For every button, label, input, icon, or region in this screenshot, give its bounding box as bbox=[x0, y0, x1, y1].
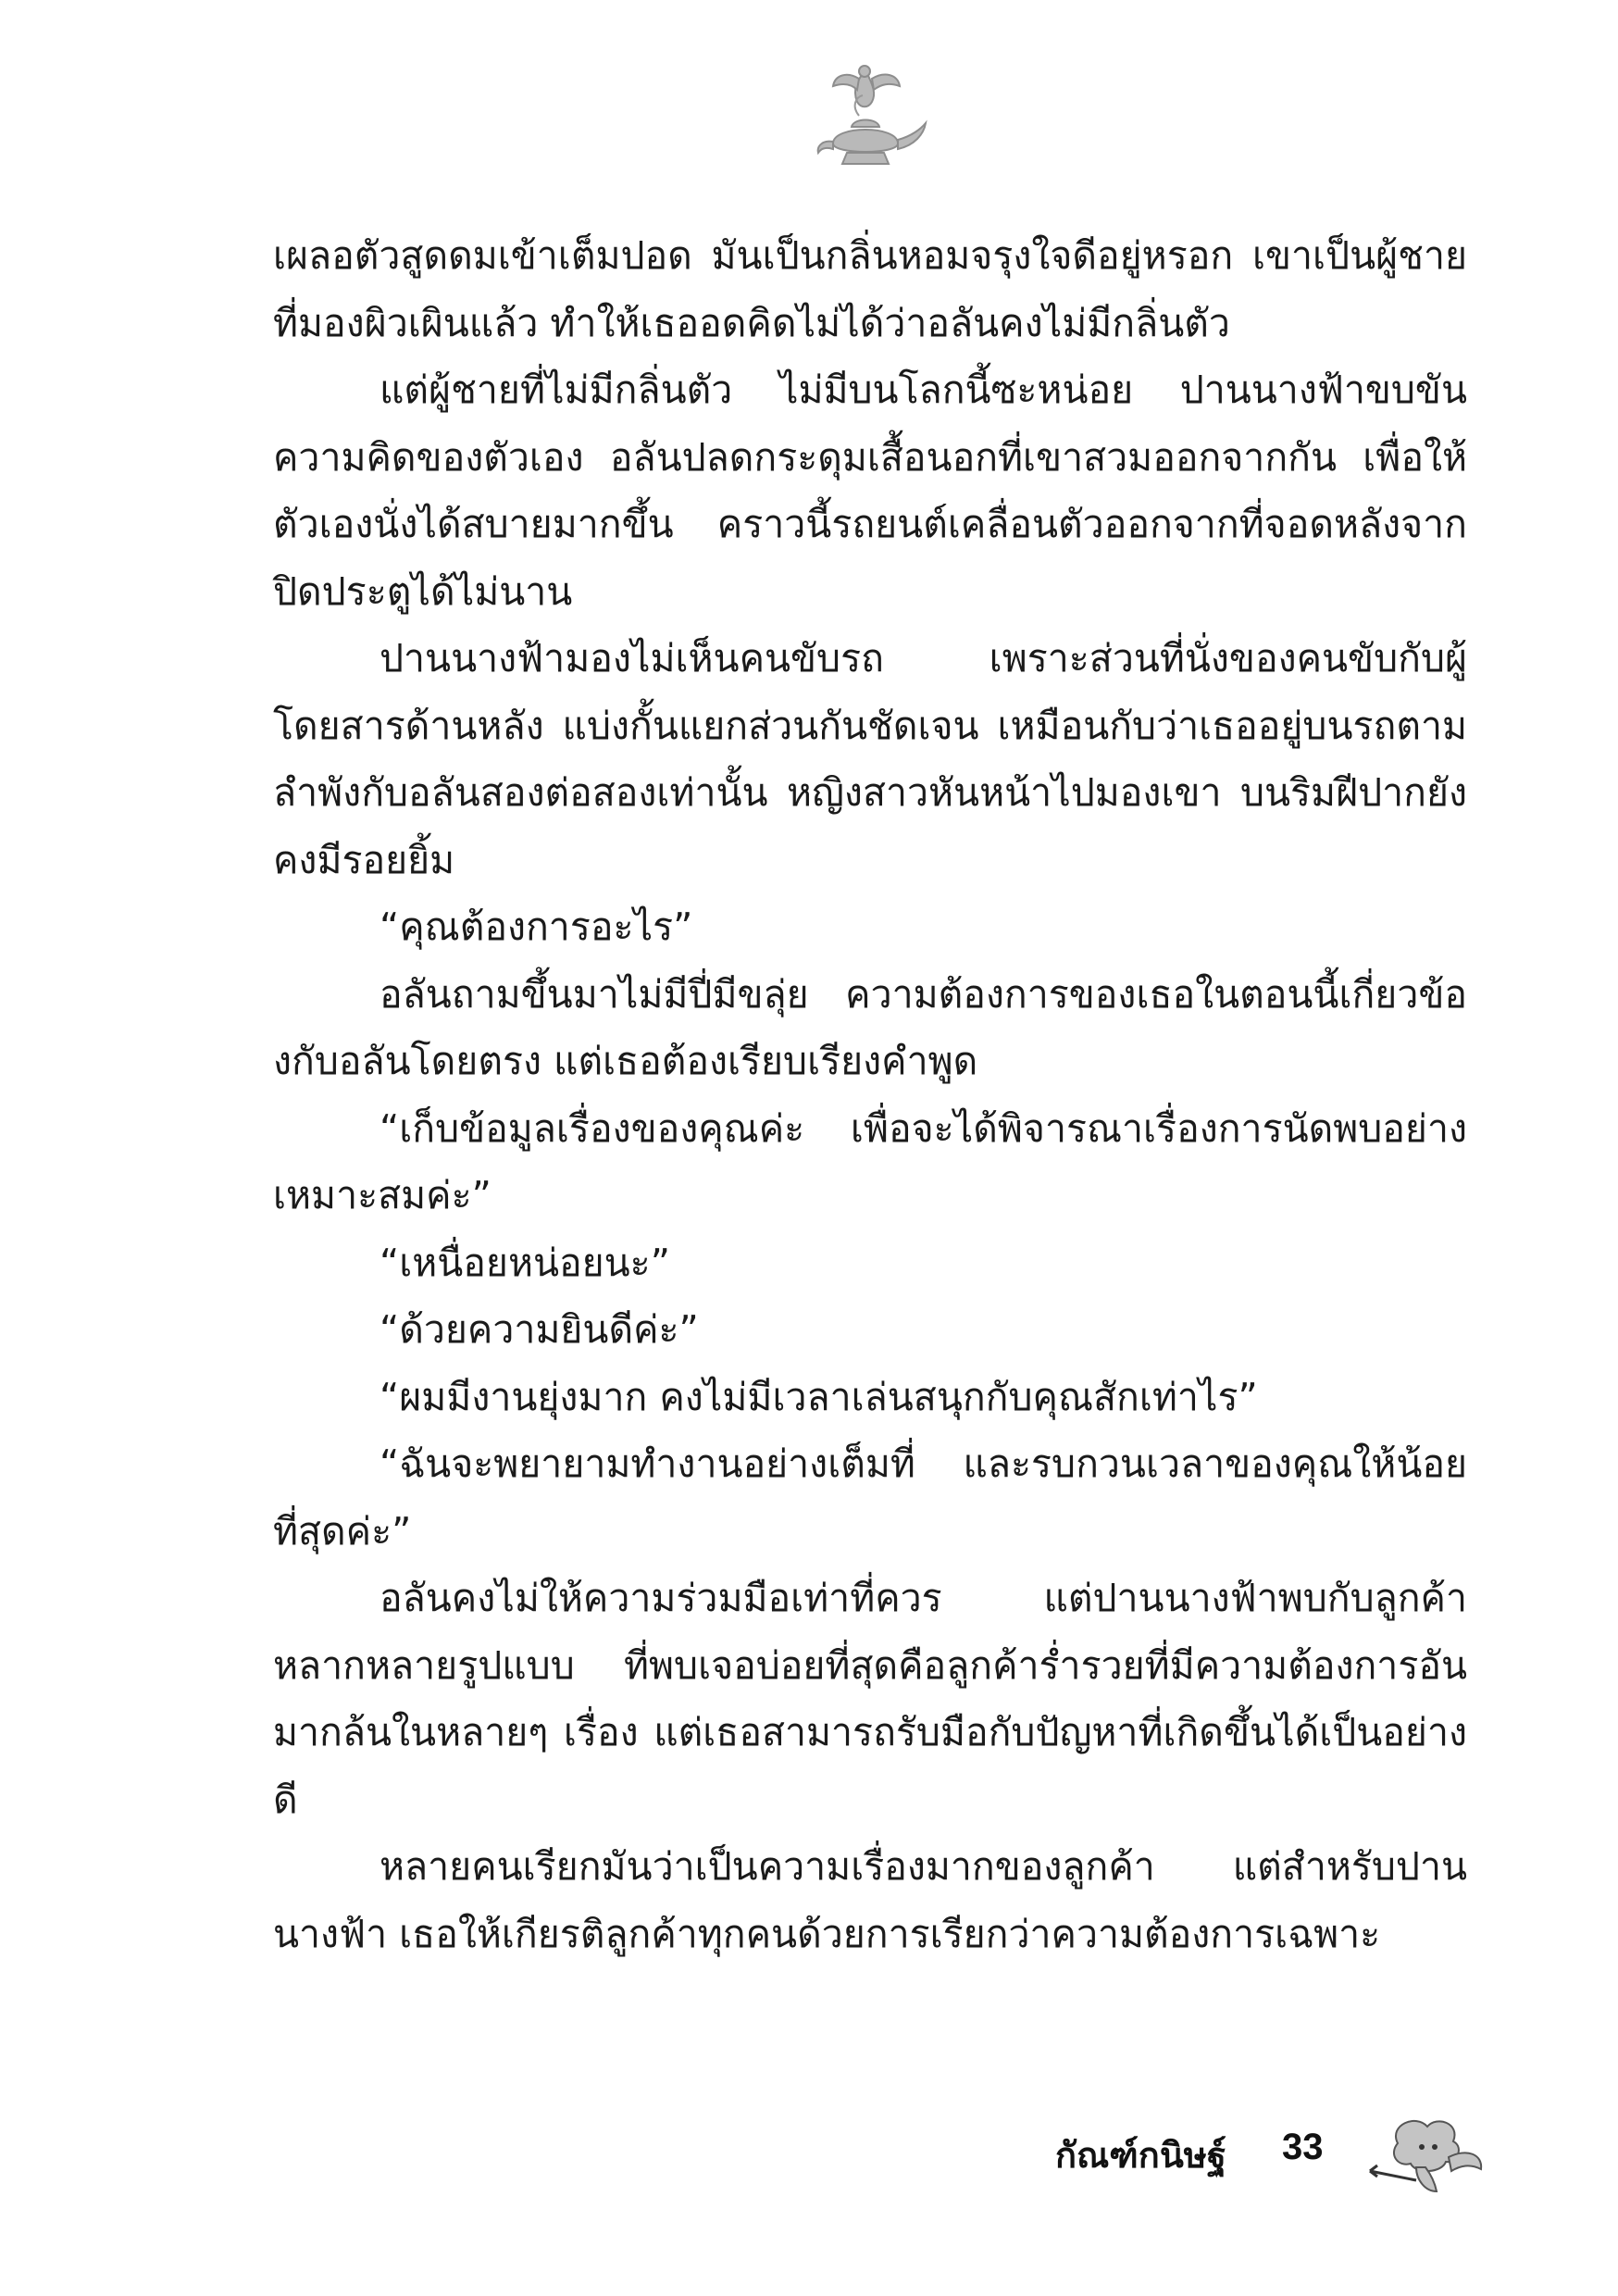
page-number: 33 bbox=[1282, 2127, 1324, 2167]
paragraph: อลันถามขึ้นมาไม่มีปี่มีขลุ่ย ความต้องการของเธอในตอนนี้เกี่ยวข้องกับอลันโดยตรง แต่เธอต้องเรียบเรียงคำพูด bbox=[273, 971, 1467, 1083]
dialogue-line: “ฉันจะพยายามทำงานอย่างเต็มที่ และรบกวนเวลาของคุณให้น้อยที่สุดค่ะ” bbox=[273, 1441, 1467, 1554]
dialogue-line: “คุณต้องการอะไร” bbox=[380, 905, 693, 949]
paragraph: หลายคนเรียกมันว่าเป็นความเรื่องมากของลูกค้า แต่สำหรับปานนางฟ้า เธอให้เกียรติลูกค้าทุกคนด้วยการเรียกว่าความต้องการเฉพาะ bbox=[273, 1844, 1467, 1956]
dialogue-line: “ผมมีงานยุ่งมาก คงไม่มีเวลาเล่นสนุกกับคุณสักเท่าไร” bbox=[380, 1374, 1258, 1419]
cupid-icon bbox=[1361, 2106, 1490, 2208]
dialogue-line: “ด้วยความยินดีค่ะ” bbox=[380, 1307, 699, 1352]
dialogue-line: “เหนื่อยหน่อยนะ” bbox=[380, 1240, 670, 1285]
paragraph: เผลอตัวสูดดมเข้าเต็มปอด มันเป็นกลิ่นหอมจรุงใจดีอยู่หรอก เขาเป็นผู้ชายที่มองผิวเผินแล้ว ทำให้เธออดคิดไม่ได้ว่าอลันคงไม่มีกลิ่นตัว bbox=[273, 233, 1467, 345]
paragraph: ปานนางฟ้ามองไม่เห็นคนขับรถ เพราะส่วนที่นั่งของคนขับกับผู้โดยสารด้านหลัง แบ่งกั้นแยกส่วนกันชัดเจน เหมือนกับว่าเธออยู่บนรถตามลำพังกับอลันสองต่อสองเท่านั้น หญิงสาวหันหน้าไปมองเขา บนริมฝีปากยังคงมีรอยยิ้ม bbox=[273, 636, 1467, 882]
book-title: กัณฑ์กนิษฐ์ bbox=[1055, 2135, 1226, 2176]
lamp-icon bbox=[796, 51, 935, 190]
paragraph: อลันคงไม่ให้ความร่วมมือเท่าที่ควร แต่ปานนางฟ้าพบกับลูกค้าหลากหลายรูปแบบ ที่พบเจอบ่อยที่สุดคือลูกค้าร่ำรวยที่มีความต้องการอันมากล้นในหลายๆ เรื่อง แต่เธอสามารถรับมือกับปัญหาที่เกิดขึ้นได้เป็นอย่างดี bbox=[273, 1576, 1467, 1822]
body-text bbox=[273, 222, 1467, 1967]
dialogue-line: “เก็บข้อมูลเรื่องของคุณค่ะ เพื่อจะได้พิจารณาเรื่องการนัดพบอย่างเหมาะสมค่ะ” bbox=[273, 1105, 1467, 1217]
paragraph: แต่ผู้ชายที่ไม่มีกลิ่นตัว ไม่มีบนโลกนี้ซะหน่อย ปานนางฟ้าขบขันความคิดของตัวเอง อลันปลดกระดุมเสื้อนอกที่เขาสวมออกจากกัน เพื่อให้ตัวเองนั่งได้สบายมากขึ้น คราวนี้รถยนต์เคลื่อนตัวออกจากที่จอดหลังจากปิดประตูได้ไม่นาน bbox=[273, 368, 1467, 614]
page-footer bbox=[1055, 2106, 1490, 2208]
